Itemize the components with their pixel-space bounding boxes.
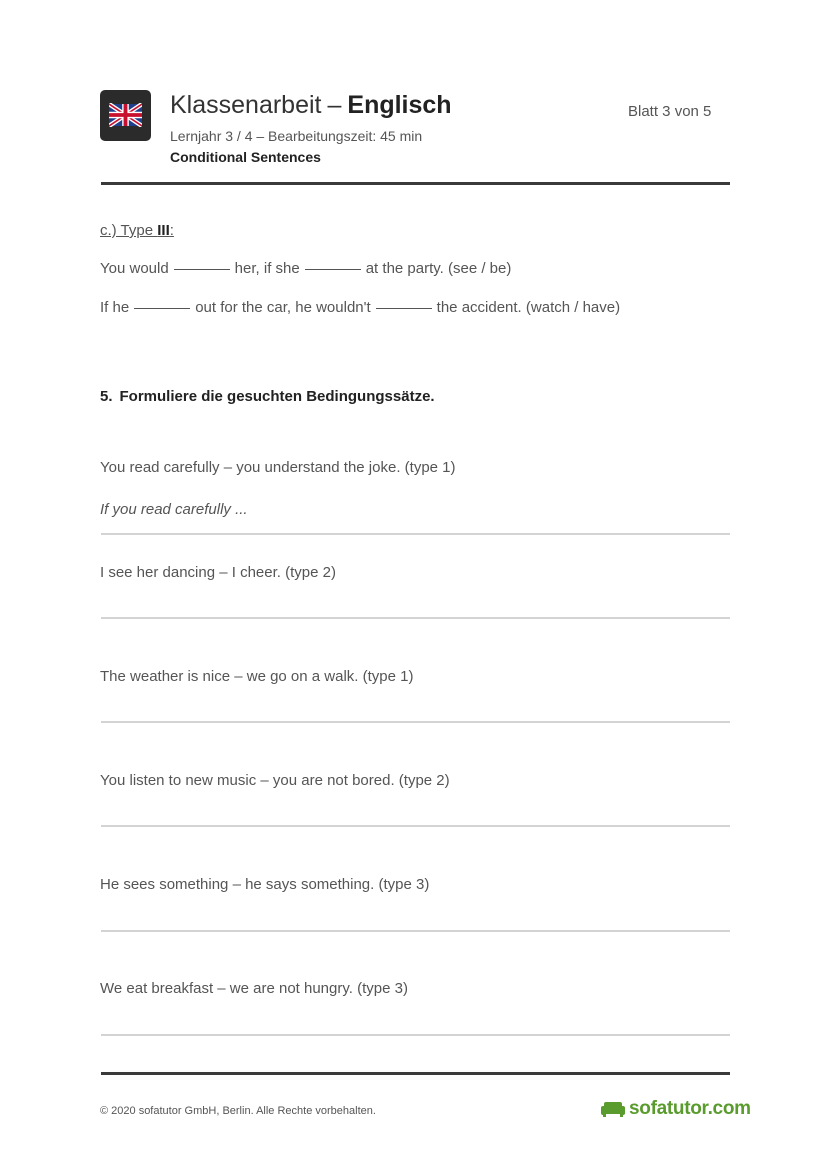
answer-line-6[interactable] — [101, 1034, 730, 1036]
uk-flag-badge — [100, 90, 151, 141]
page-title — [170, 91, 452, 120]
section-c-type: III — [157, 222, 170, 239]
sofatutor-logo — [601, 1098, 751, 1120]
fill-blank[interactable] — [376, 308, 432, 309]
header-divider — [101, 182, 730, 185]
section-c-suffix: : — [169, 222, 174, 239]
fill-blank[interactable] — [305, 269, 361, 270]
topic: Conditional Sentences — [170, 149, 321, 165]
subtitle: Lernjahr 3 / 4 – Bearbeitungszeit: 45 min — [170, 128, 423, 144]
sheet-number: Blatt 3 von 5 — [628, 103, 712, 120]
title-subject: Englisch — [347, 91, 452, 119]
task-item-1: You read carefully – you understand the joke. (type 1) — [100, 459, 456, 476]
gap-sentence-1-part1: You would — [100, 260, 169, 277]
gap-sentence-2-part3: the accident. (watch / have) — [436, 299, 621, 316]
footer-divider — [101, 1072, 730, 1075]
section-c-prefix: c.) Type — [100, 222, 158, 239]
gap-sentence-1 — [100, 260, 511, 277]
gap-sentence-1-part2: her, if she — [234, 260, 300, 277]
title-main: Klassenarbeit — [170, 91, 322, 119]
section-c-label — [100, 222, 174, 239]
uk-flag-icon — [109, 103, 142, 127]
title-dash: – — [327, 91, 342, 119]
sofa-icon — [601, 1100, 625, 1118]
answer-line-4[interactable] — [101, 825, 730, 827]
copyright: © 2020 sofatutor GmbH, Berlin. Alle Rechte vorbehalten. — [100, 1105, 376, 1117]
gap-sentence-2-part2: out for the car, he wouldn't — [195, 299, 371, 316]
task-5-number: 5. — [100, 388, 113, 405]
logo-text: sofatutor.com — [629, 1098, 751, 1119]
task-item-4: You listen to new music – you are not bored. (type 2) — [100, 772, 450, 789]
task-5-title: Formuliere die gesuchten Bedingungssätze. — [119, 388, 435, 405]
answer-line-5[interactable] — [101, 930, 730, 932]
gap-sentence-2 — [100, 299, 620, 316]
answer-line-1[interactable] — [101, 533, 730, 535]
task-item-3: The weather is nice – we go on a walk. (type 1) — [100, 668, 414, 685]
fill-blank[interactable] — [174, 269, 230, 270]
example-hint: If you read carefully ... — [100, 501, 248, 518]
gap-sentence-1-part3: at the party. (see / be) — [365, 260, 512, 277]
task-5-heading — [100, 388, 435, 405]
task-item-2: I see her dancing – I cheer. (type 2) — [100, 564, 336, 581]
answer-line-3[interactable] — [101, 721, 730, 723]
gap-sentence-2-part1: If he — [100, 299, 130, 316]
task-item-6: We eat breakfast – we are not hungry. (type 3) — [100, 980, 408, 997]
answer-line-2[interactable] — [101, 617, 730, 619]
fill-blank[interactable] — [134, 308, 190, 309]
task-item-5: He sees something – he says something. (type 3) — [100, 876, 430, 893]
